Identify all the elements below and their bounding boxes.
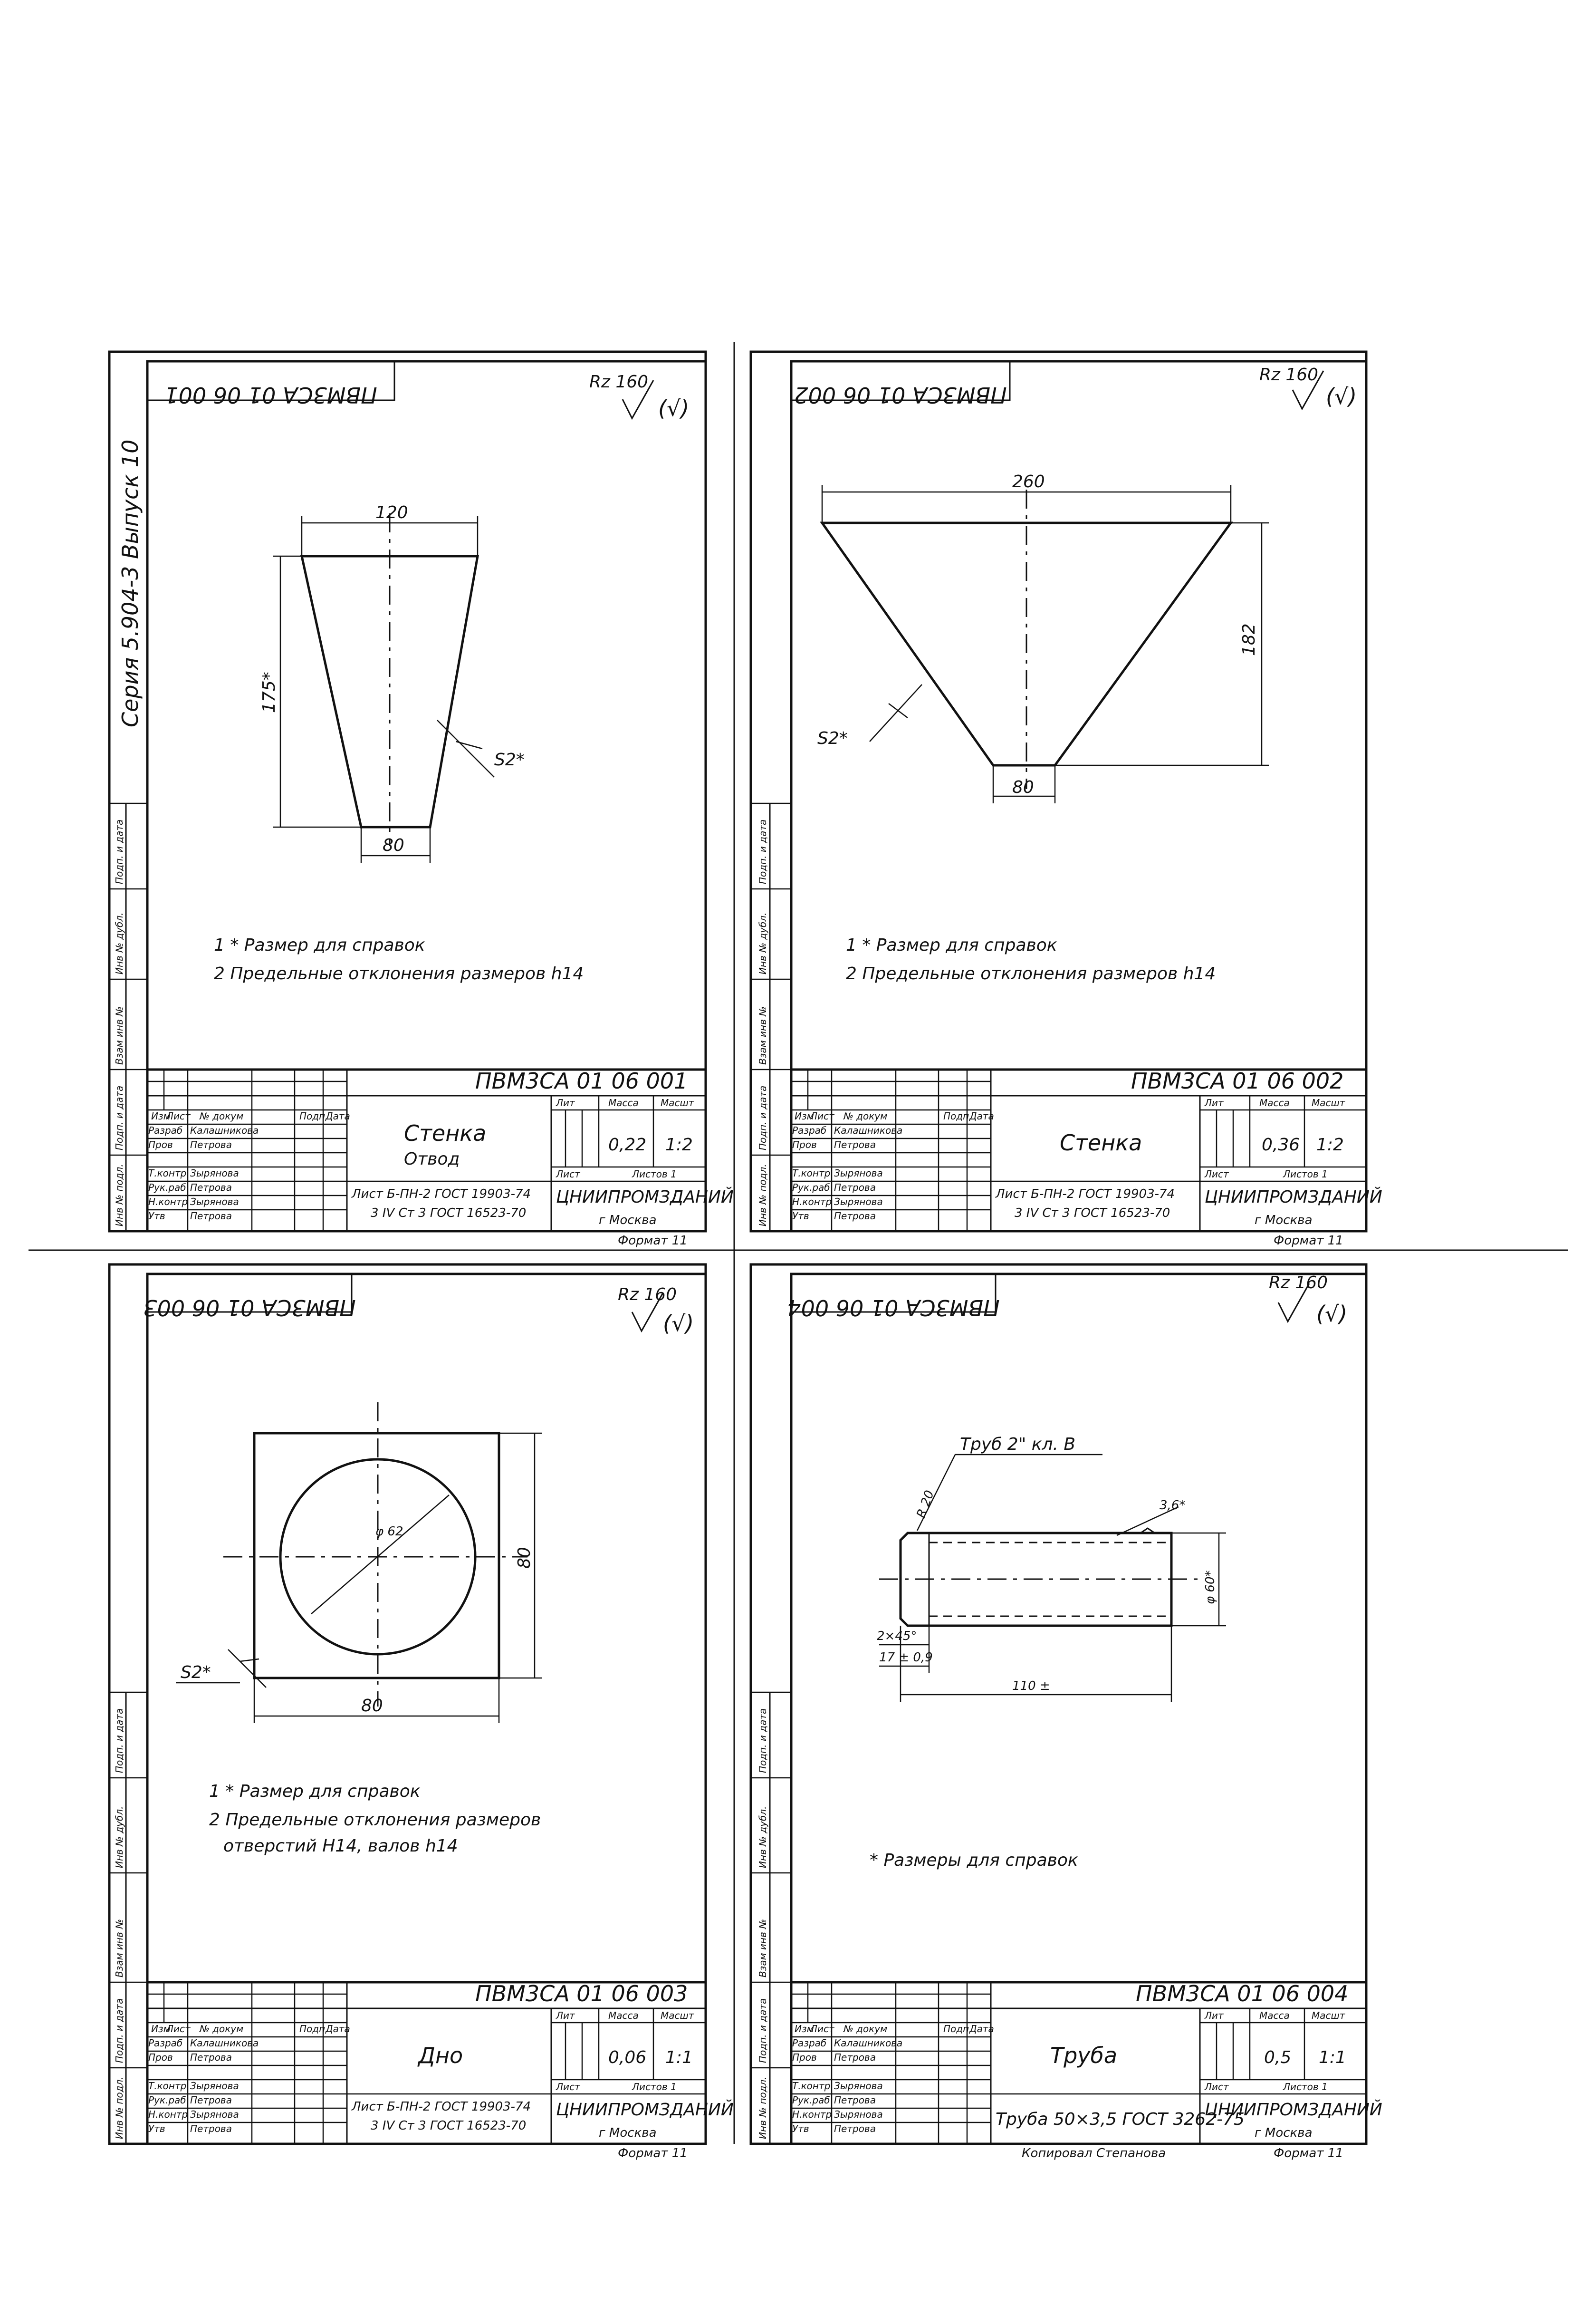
svg-text:Листов 1: Листов 1 xyxy=(632,2081,677,2093)
svg-text:Т.контр: Т.контр xyxy=(792,2080,831,2092)
panel-4-chamfer: 2×45° xyxy=(877,1629,917,1643)
panel-3-roughness: Rz 160 xyxy=(618,1285,677,1304)
panel-1-mass: 0,22 xyxy=(608,1135,647,1155)
svg-text:Инв № дубл.: Инв № дубл. xyxy=(757,912,768,974)
svg-text:Взам инв №: Взам инв № xyxy=(757,1919,768,1977)
svg-text:Лист: Лист xyxy=(810,2023,834,2035)
svg-text:№ докум: № докум xyxy=(200,1110,244,1122)
panel-4-material-1: Труба 50×3,5 ГОСТ 3262-75 xyxy=(996,2110,1245,2129)
svg-text:Лист: Лист xyxy=(1205,1168,1229,1180)
svg-text:Взам инв №: Взам инв № xyxy=(114,1006,125,1065)
panel-4-pipe xyxy=(877,1435,1226,1702)
svg-text:Петрова: Петрова xyxy=(190,2123,232,2134)
svg-text:Т.контр: Т.контр xyxy=(792,1167,831,1179)
svg-text:Н.контр: Н.контр xyxy=(148,1196,188,1207)
svg-text:Масса: Масса xyxy=(608,2010,639,2021)
svg-text:Лит: Лит xyxy=(1205,2010,1224,2021)
svg-text:Лист: Лист xyxy=(556,1168,580,1180)
svg-text:Утв: Утв xyxy=(792,1210,809,1222)
svg-text:Масшт: Масшт xyxy=(661,1097,694,1109)
svg-text:Изм: Изм xyxy=(151,2023,171,2035)
panel-2-title: Стенка xyxy=(1060,1130,1142,1156)
svg-text:Утв: Утв xyxy=(148,1210,165,1222)
svg-text:Инв № подл.: Инв № подл. xyxy=(757,2076,768,2139)
svg-text:Разраб: Разраб xyxy=(792,1125,827,1136)
panel-1-material-2: 3 IV Ст 3 ГОСТ 16523-70 xyxy=(371,1206,527,1220)
svg-text:Петрова: Петрова xyxy=(190,1139,232,1150)
svg-text:Подп. и дата: Подп. и дата xyxy=(114,1998,125,2063)
svg-text:Подп. и дата: Подп. и дата xyxy=(114,1708,125,1773)
panel-3-org: ЦНИИПРОМЗДАНИЙ xyxy=(556,2100,734,2120)
panel-1-scale: 1:2 xyxy=(665,1135,693,1155)
panel-4-scale: 1:1 xyxy=(1319,2048,1346,2067)
svg-text:Зырянова: Зырянова xyxy=(834,2080,883,2092)
svg-text:Лит: Лит xyxy=(1205,1097,1224,1109)
svg-text:(√): (√) xyxy=(1326,384,1357,409)
panel-4-diameter: φ 60* xyxy=(1203,1570,1217,1604)
panel-3-side-strip xyxy=(109,1692,147,2144)
panel-2-title-block xyxy=(791,1068,1382,1248)
svg-text:Н.контр: Н.контр xyxy=(792,1196,832,1207)
panel-3-dim-diameter: φ 62 xyxy=(375,1524,403,1539)
svg-text:Листов 1: Листов 1 xyxy=(1283,1168,1328,1180)
svg-text:Лист: Лист xyxy=(166,2023,191,2035)
svg-text:Инв № дубл.: Инв № дубл. xyxy=(114,1806,125,1868)
panel-2-mirrored-code: ПВМ3СА 01 06 002 xyxy=(794,382,1007,408)
panel-1-subtitle: Отвод xyxy=(404,1149,460,1169)
panel-4-format: Формат 11 xyxy=(1274,2146,1343,2160)
svg-text:Подп: Подп xyxy=(299,1110,326,1122)
panel-4-org: ЦНИИПРОМЗДАНИЙ xyxy=(1205,2100,1382,2120)
svg-text:Зырянова: Зырянова xyxy=(834,2109,883,2120)
panel-4-city: г Москва xyxy=(1255,2126,1313,2140)
panel-1-mirrored-code: ПВМ3СА 01 06 001 xyxy=(164,382,377,408)
panel-3-note-3: отверстий H14, валов h14 xyxy=(223,1836,458,1856)
svg-text:Дата: Дата xyxy=(326,1110,350,1122)
svg-text:Лит: Лит xyxy=(556,2010,575,2021)
svg-text:Подп. и дата: Подп. и дата xyxy=(757,1998,768,2063)
svg-text:Инв № подл.: Инв № подл. xyxy=(114,1164,125,1226)
panel-3-mirrored-code: ПВМ3СА 01 06 003 xyxy=(143,1295,356,1321)
panel-3-scale: 1:1 xyxy=(665,2048,693,2067)
svg-text:Н.контр: Н.контр xyxy=(148,2109,188,2120)
panel-1-org: ЦНИИПРОМЗДАНИЙ xyxy=(556,1187,734,1207)
svg-text:Листов 1: Листов 1 xyxy=(632,1168,677,1180)
panel-2-code: ПВМ3СА 01 06 002 xyxy=(1131,1068,1344,1094)
panel-4-code: ПВМ3СА 01 06 004 xyxy=(1136,1981,1349,2006)
svg-text:Подп. и дата: Подп. и дата xyxy=(114,819,125,884)
panel-3-title: Дно xyxy=(418,2043,463,2068)
svg-text:Пров: Пров xyxy=(148,2052,173,2063)
svg-text:Утв: Утв xyxy=(148,2123,165,2134)
panel-1-dim-top: 120 xyxy=(375,503,408,522)
svg-text:Изм: Изм xyxy=(795,1110,814,1122)
svg-text:Зырянова: Зырянова xyxy=(190,2080,239,2092)
svg-text:Пров: Пров xyxy=(792,2052,817,2063)
panel-3-thickness: S2* xyxy=(181,1663,211,1682)
svg-text:Масса: Масса xyxy=(1259,1097,1290,1109)
svg-text:Рук.раб: Рук.раб xyxy=(148,2094,186,2106)
panel-3-title-block xyxy=(147,1981,734,2160)
svg-text:Взам инв №: Взам инв № xyxy=(757,1006,768,1065)
panel-2-note-2: 2 Предельные отклонения размеров h14 xyxy=(846,964,1216,984)
panel-2-city: г Москва xyxy=(1255,1213,1313,1227)
panel-1-code: ПВМ3СА 01 06 001 xyxy=(475,1068,688,1094)
panel-1-note-2: 2 Предельные отклонения размеров h14 xyxy=(214,964,584,984)
panel-4-side-strip xyxy=(751,1692,791,2144)
svg-text:Инв № подл.: Инв № подл. xyxy=(114,2076,125,2139)
svg-text:Петрова: Петрова xyxy=(834,1210,876,1222)
panel-2-scale: 1:2 xyxy=(1316,1135,1344,1155)
panel-3-material-1: Лист Б-ПН-2 ГОСТ 19903-74 xyxy=(352,2100,531,2114)
panel-4-title-block xyxy=(791,1981,1382,2160)
svg-text:Подп. и дата: Подп. и дата xyxy=(757,1708,768,1773)
svg-text:№ докум: № докум xyxy=(843,2023,888,2035)
panel-3-note-1: 1 * Размер для справок xyxy=(209,1782,421,1801)
panel-2-mass: 0,36 xyxy=(1262,1135,1300,1155)
svg-text:Масса: Масса xyxy=(1259,2010,1290,2021)
svg-text:Инв № дубл.: Инв № дубл. xyxy=(114,912,125,974)
panel-4-mass: 0,5 xyxy=(1264,2048,1292,2067)
svg-text:Изм: Изм xyxy=(795,2023,814,2035)
panel-4-roughness: Rz 160 xyxy=(1269,1273,1328,1292)
panel-1-thickness: S2* xyxy=(494,750,525,770)
svg-text:Калашникова: Калашникова xyxy=(190,2037,259,2049)
panel-4-note-1: * Размеры для справок xyxy=(870,1851,1078,1870)
svg-text:Разраб: Разраб xyxy=(148,2037,183,2049)
svg-text:Разраб: Разраб xyxy=(792,2037,827,2049)
svg-text:Петрова: Петрова xyxy=(190,2052,232,2063)
panel-1-title-block xyxy=(147,1068,734,1248)
panel-3-mass: 0,06 xyxy=(608,2048,647,2067)
panel-4-thread-length: 17 ± 0,9 xyxy=(879,1650,933,1665)
panel-3-format: Формат 11 xyxy=(618,2146,688,2160)
svg-text:Петрова: Петрова xyxy=(834,2123,876,2134)
svg-text:Подп: Подп xyxy=(943,2023,969,2035)
svg-text:Петрова: Петрова xyxy=(834,2052,876,2063)
svg-text:№ докум: № докум xyxy=(200,2023,244,2035)
svg-text:Рук.раб: Рук.раб xyxy=(792,1182,830,1193)
panel-3-dim-height: 80 xyxy=(515,1547,534,1569)
svg-text:Зырянова: Зырянова xyxy=(834,1167,883,1179)
svg-text:Зырянова: Зырянова xyxy=(190,2109,239,2120)
svg-text:Подп: Подп xyxy=(943,1110,969,1122)
svg-text:(√): (√) xyxy=(663,1311,694,1336)
svg-text:(√): (√) xyxy=(658,395,690,421)
panel-4-length: 110 ± xyxy=(1012,1679,1050,1693)
svg-text:Лит: Лит xyxy=(556,1097,575,1109)
panel-4-radius: R 20 xyxy=(914,1488,937,1520)
svg-text:Петрова: Петрова xyxy=(190,1210,232,1222)
svg-text:№ докум: № докум xyxy=(843,1110,888,1122)
svg-text:Петрова: Петрова xyxy=(834,2094,876,2106)
svg-text:Инв № подл.: Инв № подл. xyxy=(757,1164,768,1226)
svg-text:Подп. и дата: Подп. и дата xyxy=(114,1085,125,1150)
svg-text:Дата: Дата xyxy=(326,2023,350,2035)
svg-text:Инв № дубл.: Инв № дубл. xyxy=(757,1806,768,1868)
panel-1-material-1: Лист Б-ПН-2 ГОСТ 19903-74 xyxy=(352,1187,531,1201)
panel-4-thread: Труб 2" кл. В xyxy=(960,1435,1076,1454)
svg-text:Взам инв №: Взам инв № xyxy=(114,1919,125,1977)
panel-2-dim-top: 260 xyxy=(1012,472,1045,492)
drawing-panel-3 xyxy=(109,1264,734,2160)
svg-text:Петрова: Петрова xyxy=(190,2094,232,2106)
svg-text:Масшт: Масшт xyxy=(1312,2010,1345,2021)
svg-text:Утв: Утв xyxy=(792,2123,809,2134)
panel-3-code: ПВМ3СА 01 06 003 xyxy=(475,1981,688,2006)
svg-text:Подп. и дата: Подп. и дата xyxy=(757,1085,768,1150)
panel-2-org: ЦНИИПРОМЗДАНИЙ xyxy=(1205,1187,1382,1207)
panel-4-copied-by: Копировал Степанова xyxy=(1022,2146,1166,2160)
panel-1-roughness: Rz 160 xyxy=(589,372,649,392)
svg-text:Н.контр: Н.контр xyxy=(792,2109,832,2120)
panel-1-side-strip xyxy=(109,803,147,1231)
svg-text:Лист: Лист xyxy=(556,2081,580,2093)
svg-text:(√): (√) xyxy=(1316,1301,1348,1327)
svg-text:Лист: Лист xyxy=(810,1110,834,1122)
panel-3-note-2: 2 Предельные отклонения размеров xyxy=(209,1810,541,1830)
panel-1-dim-bottom: 80 xyxy=(383,836,404,855)
svg-text:Зырянова: Зырянова xyxy=(834,1196,883,1207)
svg-text:Пров: Пров xyxy=(792,1139,817,1150)
panel-4-weld: 3,6* xyxy=(1160,1498,1186,1513)
panel-2-format: Формат 11 xyxy=(1274,1234,1343,1248)
svg-text:Калашникова: Калашникова xyxy=(834,2037,903,2049)
svg-text:Рук.раб: Рук.раб xyxy=(148,1182,186,1193)
svg-text:Петрова: Петрова xyxy=(190,1182,232,1193)
panel-2-material-1: Лист Б-ПН-2 ГОСТ 19903-74 xyxy=(996,1187,1175,1201)
panel-2-roughness: Rz 160 xyxy=(1259,365,1319,385)
svg-text:Зырянова: Зырянова xyxy=(190,1196,239,1207)
panel-2-dim-bottom: 80 xyxy=(1012,778,1034,797)
svg-text:Листов 1: Листов 1 xyxy=(1283,2081,1328,2093)
drawing-panel-1 xyxy=(109,352,734,1248)
panel-3-material-2: 3 IV Ст 3 ГОСТ 16523-70 xyxy=(371,2119,527,2133)
svg-text:Петрова: Петрова xyxy=(834,1182,876,1193)
svg-text:Масса: Масса xyxy=(608,1097,639,1109)
svg-text:Рук.раб: Рук.раб xyxy=(792,2094,830,2106)
panel-1-title: Стенка xyxy=(404,1120,487,1146)
panel-4-title: Труба xyxy=(1050,2043,1118,2068)
svg-text:Лист: Лист xyxy=(1205,2081,1229,2093)
svg-text:Подп: Подп xyxy=(299,2023,326,2035)
svg-text:Калашникова: Калашникова xyxy=(834,1125,903,1136)
svg-text:Калашникова: Калашникова xyxy=(190,1125,259,1136)
panel-2-thickness: S2* xyxy=(817,729,848,748)
svg-text:Дата: Дата xyxy=(969,1110,994,1122)
svg-text:Зырянова: Зырянова xyxy=(190,1167,239,1179)
panel-1-note-1: 1 * Размер для справок xyxy=(214,935,425,955)
svg-text:Лист: Лист xyxy=(166,1110,191,1122)
svg-text:Изм: Изм xyxy=(151,1110,171,1122)
series-note: Серия 5.904-3 Выпуск 10 xyxy=(117,439,143,727)
panel-3-city: г Москва xyxy=(599,2126,657,2140)
panel-3-plate xyxy=(254,1433,499,1678)
panel-2-dim-height: 182 xyxy=(1239,623,1259,656)
svg-text:Дата: Дата xyxy=(969,2023,994,2035)
svg-text:Петрова: Петрова xyxy=(834,1139,876,1150)
drawing-panel-2 xyxy=(751,352,1382,1248)
panel-1-format: Формат 11 xyxy=(618,1234,688,1248)
panel-2-note-1: 1 * Размер для справок xyxy=(846,935,1057,955)
panel-2-material-2: 3 IV Ст 3 ГОСТ 16523-70 xyxy=(1015,1206,1170,1220)
panel-1-city: г Москва xyxy=(599,1213,657,1227)
svg-text:Т.контр: Т.контр xyxy=(148,1167,187,1179)
svg-text:Разраб: Разраб xyxy=(148,1125,183,1136)
svg-text:Т.контр: Т.контр xyxy=(148,2080,187,2092)
svg-text:Пров: Пров xyxy=(148,1139,173,1150)
svg-text:Масшт: Масшт xyxy=(661,2010,694,2021)
drawing-panel-4 xyxy=(751,1264,1382,2160)
panel-1-dim-height: 175* xyxy=(259,672,279,713)
panel-2-side-strip xyxy=(751,803,791,1231)
panel-4-mirrored-code: ПВМ3СА 01 06 004 xyxy=(787,1295,1000,1321)
panel-3-dim-width: 80 xyxy=(361,1696,383,1716)
svg-text:Подп. и дата: Подп. и дата xyxy=(757,819,768,884)
svg-text:Масшт: Масшт xyxy=(1312,1097,1345,1109)
